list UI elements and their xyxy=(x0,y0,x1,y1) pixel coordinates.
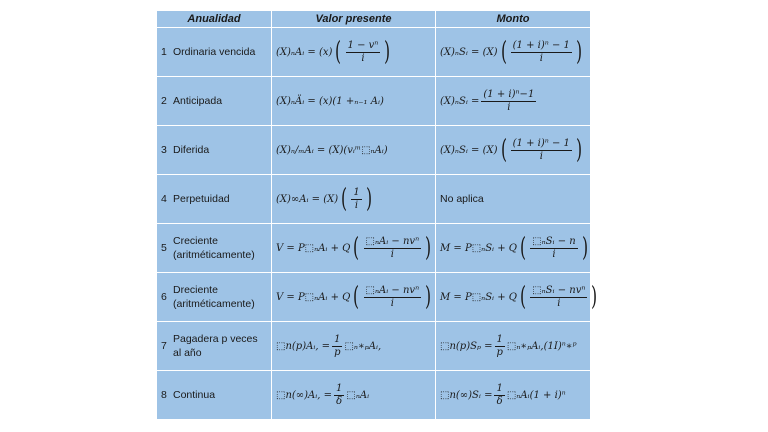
left-paren: ( xyxy=(353,233,360,263)
present-value-cell xyxy=(272,224,436,273)
formula-prefix: (X)∞Aᵢ = (X) xyxy=(276,193,339,205)
m-numerator: ⬚ₙSᵢ − nvⁿ xyxy=(532,284,586,296)
row-number: 5 xyxy=(161,242,167,254)
annuity-table xyxy=(156,10,598,420)
left-paren: ( xyxy=(500,37,507,67)
vp-denominator: i xyxy=(354,199,359,211)
annuity-type-label: Pagadera p veces al año xyxy=(173,333,258,359)
formula-prefix: ⬚n(p)Sₚ = xyxy=(440,340,493,352)
present-value-formula xyxy=(276,383,369,408)
formula-prefix: (X)ₙSᵢ = (X) xyxy=(440,144,498,156)
formula-prefix: M = P⬚ₙSᵢ + Q xyxy=(440,291,518,303)
formula-suffix: ⬚ₙAᵢ(1 + i)ⁿ xyxy=(506,389,566,401)
formula-text: (X)ₙÄᵢ = (x)(1 +ₙ₋₁ Aᵢ) xyxy=(276,96,384,107)
present-value-cell xyxy=(272,126,436,175)
vp-denominator: p xyxy=(334,346,341,358)
formula-prefix: (X)ₙAᵢ = (x) xyxy=(276,46,333,58)
annuity-type-cell xyxy=(157,224,272,273)
formula-prefix: (X)ₙSᵢ = xyxy=(440,95,480,107)
formula-suffix: ⬚ₙ∗ₚAᵢ,(1I)ⁿ∗ᵖ xyxy=(506,340,577,352)
formula-prefix: ⬚n(∞)Sᵢ = xyxy=(440,389,493,401)
formula-text: (X)ₙ/ₘAᵢ = (X)(vᵢᵐ⬚ₙAᵢ) xyxy=(276,145,388,156)
m-denominator: i xyxy=(539,150,543,162)
present-value-formula xyxy=(276,235,433,261)
annuity-type-cell xyxy=(157,273,272,322)
present-value-cell xyxy=(272,28,436,77)
vp-numerator: 1 − vⁿ xyxy=(347,39,379,51)
present-value-formula xyxy=(276,186,374,212)
left-paren: ( xyxy=(520,233,527,263)
amount-formula xyxy=(440,235,590,261)
amount-formula xyxy=(440,39,584,65)
vp-numerator: 1 xyxy=(336,382,343,394)
m-fraction xyxy=(495,334,505,359)
row-number: 8 xyxy=(161,389,167,401)
table-row xyxy=(157,28,591,77)
right-paren: ) xyxy=(575,37,583,67)
vp-numerator: ⬚ₙAᵢ − nvⁿ xyxy=(365,235,420,247)
m-denominator: i xyxy=(507,101,511,113)
amount-formula xyxy=(440,284,600,310)
m-denominator: p xyxy=(496,346,503,358)
vp-fraction xyxy=(351,187,361,212)
row-number: 7 xyxy=(161,340,167,352)
row-number: 4 xyxy=(161,193,167,205)
vp-numerator: 1 xyxy=(334,333,341,345)
annuity-type-cell xyxy=(157,175,272,224)
table-row xyxy=(157,126,591,175)
row-number: 3 xyxy=(161,144,167,156)
right-paren: ) xyxy=(425,233,432,263)
m-numerator: 1 xyxy=(496,382,503,394)
m-numerator: (1 + i)ⁿ − 1 xyxy=(512,39,570,51)
vp-fraction xyxy=(364,236,422,261)
amount-formula xyxy=(440,383,566,408)
table-row xyxy=(157,77,591,126)
vp-denominator: i xyxy=(361,52,365,64)
present-value-cell xyxy=(272,175,436,224)
annuity-type-cell xyxy=(157,371,272,420)
header-monto: Monto xyxy=(436,11,591,28)
table-row xyxy=(157,371,591,420)
m-numerator: (1 + i)ⁿ−1 xyxy=(483,88,535,100)
vp-fraction xyxy=(346,40,381,65)
present-value-formula xyxy=(276,96,384,107)
formula-suffix: ⬚ₙAᵢ xyxy=(346,389,370,401)
m-fraction xyxy=(494,383,504,408)
table-row xyxy=(157,175,591,224)
annuity-type-label: Anticipada xyxy=(173,95,223,107)
annuity-type-label: Continua xyxy=(173,389,216,401)
m-numerator: ⬚ₙSᵢ − n xyxy=(532,235,576,247)
present-value-cell xyxy=(272,273,436,322)
vp-denominator: δ xyxy=(336,395,343,407)
amount-cell xyxy=(436,273,598,322)
amount-cell xyxy=(436,28,591,77)
annuity-type-cell xyxy=(157,28,272,77)
formula-prefix: M = P⬚ₙSᵢ + Q xyxy=(440,242,518,254)
m-numerator: (1 + i)ⁿ − 1 xyxy=(512,137,570,149)
amount-formula xyxy=(440,89,537,114)
formula-prefix: V = P⬚ₙAᵢ + Q xyxy=(276,242,351,254)
amount-cell xyxy=(436,224,591,273)
present-value-cell xyxy=(272,322,436,371)
annuity-type-label: Ordinaria vencida xyxy=(173,46,256,58)
table-row xyxy=(157,273,591,322)
left-paren: ( xyxy=(341,184,348,214)
vp-fraction xyxy=(334,383,344,408)
formula-text: No aplica xyxy=(440,193,484,205)
formula-prefix: (X)ₙSᵢ = (X) xyxy=(440,46,498,58)
m-numerator: 1 xyxy=(496,333,503,345)
left-paren: ( xyxy=(335,37,342,67)
amount-cell xyxy=(436,371,591,420)
present-value-formula xyxy=(276,39,393,65)
annuity-type-cell xyxy=(157,77,272,126)
present-value-formula xyxy=(276,284,433,310)
header-valor-presente: Valor presente xyxy=(272,11,436,28)
m-fraction xyxy=(511,138,572,163)
amount-formula xyxy=(440,137,584,163)
left-paren: ( xyxy=(520,282,527,312)
vp-fraction xyxy=(364,285,422,310)
annuity-type-label: Dreciente (aritméticamente) xyxy=(173,284,255,310)
row-number: 6 xyxy=(161,291,167,303)
m-denominator: δ xyxy=(496,395,503,407)
present-value-cell xyxy=(272,371,436,420)
right-paren: ) xyxy=(365,184,372,214)
present-value-formula xyxy=(276,334,381,359)
left-paren: ( xyxy=(353,282,360,312)
header-row xyxy=(157,11,591,28)
annuity-type-label: Perpetuidad xyxy=(173,193,230,205)
m-denominator: i xyxy=(557,297,561,309)
left-paren: ( xyxy=(500,135,507,165)
right-paren: ) xyxy=(591,282,598,312)
amount-cell xyxy=(436,126,591,175)
vp-numerator: ⬚ₙAᵢ − nvⁿ xyxy=(365,284,420,296)
annuity-type-label: Diferida xyxy=(173,144,210,156)
table-row xyxy=(157,224,591,273)
table-row xyxy=(157,322,591,371)
formula-suffix: ⬚ₙ∗ₚAᵢ, xyxy=(344,340,382,352)
header-anualidad: Anualidad xyxy=(157,11,272,28)
formula-prefix: ⬚n(p)Aᵢ, = xyxy=(276,340,331,352)
right-paren: ) xyxy=(384,37,391,67)
vp-denominator: i xyxy=(390,297,394,309)
m-fraction xyxy=(530,285,587,310)
right-paren: ) xyxy=(581,233,588,263)
annuity-type-cell xyxy=(157,126,272,175)
amount-cell xyxy=(436,77,591,126)
vp-denominator: i xyxy=(390,248,394,260)
row-number: 2 xyxy=(161,95,167,107)
vp-numerator: 1 xyxy=(353,186,360,198)
vp-fraction xyxy=(332,334,342,359)
amount-cell xyxy=(436,175,591,224)
amount-formula xyxy=(440,193,484,205)
amount-formula xyxy=(440,334,577,359)
present-value-cell xyxy=(272,77,436,126)
m-denominator: i xyxy=(552,248,556,260)
m-denominator: i xyxy=(539,52,543,64)
annuity-type-label: Creciente (aritméticamente) xyxy=(173,235,255,261)
formula-prefix: ⬚n(∞)Aᵢ, = xyxy=(276,389,332,401)
row-number: 1 xyxy=(161,46,167,58)
amount-cell xyxy=(436,322,591,371)
right-paren: ) xyxy=(425,282,432,312)
m-fraction xyxy=(530,236,578,261)
present-value-formula xyxy=(276,145,388,156)
m-fraction xyxy=(511,40,572,65)
right-paren: ) xyxy=(575,135,583,165)
annuity-type-cell xyxy=(157,322,272,371)
formula-prefix: V = P⬚ₙAᵢ + Q xyxy=(276,291,351,303)
m-fraction xyxy=(481,89,536,114)
